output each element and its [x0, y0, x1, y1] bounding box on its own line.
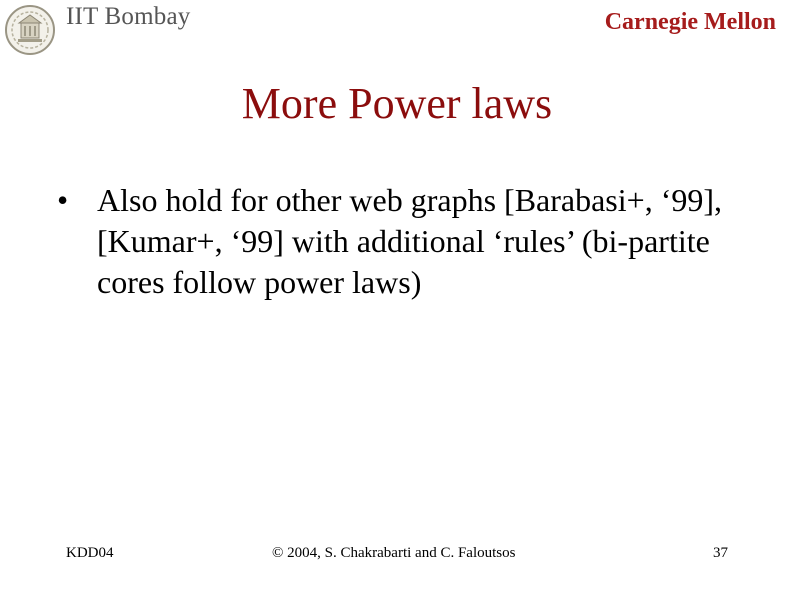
- institution-label: IIT Bombay: [66, 3, 191, 30]
- footer-conference: KDD04: [66, 545, 114, 561]
- slide-title: More Power laws: [241, 79, 553, 128]
- bullet-marker: •: [57, 182, 69, 218]
- bullet-text: Also hold for other web graphs [Barabasi+, ‘99], [Kumar+, ‘99] with additional ‘rules’ (bi-partite cores follow power laws): [97, 182, 722, 300]
- footer-copyright: © 2004, S. Chakrabarti and C. Faloutsos: [272, 545, 516, 561]
- bullet-item: [57, 180, 757, 303]
- iit-bombay-logo-icon: [4, 4, 56, 56]
- footer-page-number: 37: [713, 545, 728, 561]
- university-label: Carnegie Mellon: [604, 9, 776, 35]
